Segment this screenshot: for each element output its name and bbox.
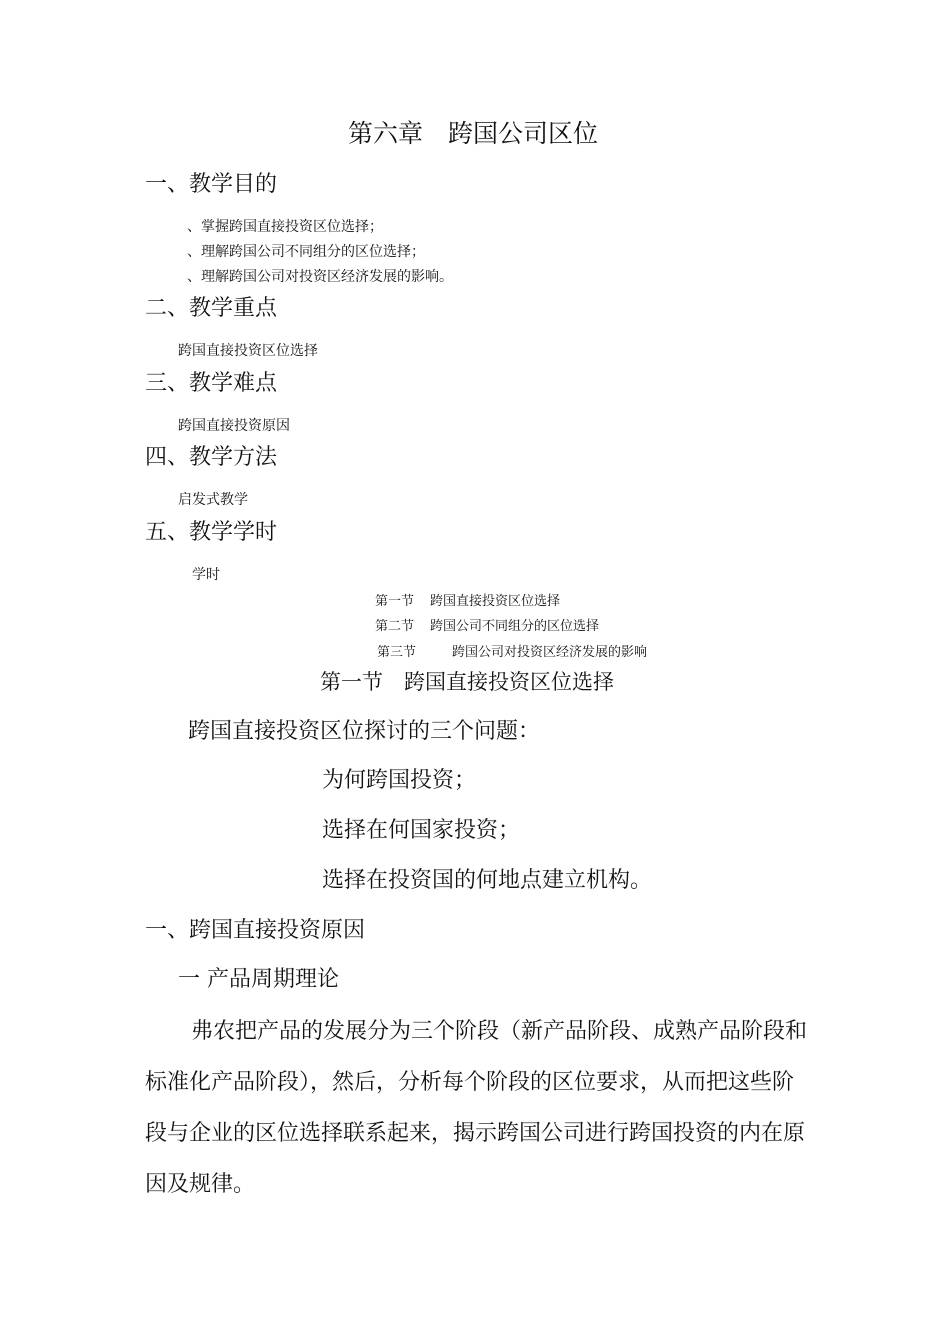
toc-title: 跨国直接投资区位选择 — [430, 594, 561, 609]
toc-item-1 — [375, 595, 560, 608]
heading-difficulties: 三、教学难点 — [145, 371, 278, 396]
heading-teaching-goals: 一、教学目的 — [145, 172, 278, 197]
goal-item-3: 、理解跨国公司对投资区经济发展的影响。 — [187, 269, 453, 285]
subsection-heading: 一、跨国直接投资原因 — [145, 918, 366, 943]
toc-title: 跨国公司对投资区经济发展的影响 — [452, 645, 648, 660]
question-3: 选择在投资国的何地点建立机构。 — [322, 868, 653, 893]
toc-label: 第一节 — [375, 594, 415, 609]
page-title: 第六章 跨国公司区位 — [348, 119, 599, 148]
goal-item-2: 、理解跨国公司不同组分的区位选择； — [187, 244, 425, 260]
goal-item-1: 、掌握跨国直接投资区位选择； — [187, 219, 383, 235]
question-1: 为何跨国投资； — [322, 768, 477, 793]
intro-text: 跨国直接投资区位探讨的三个问题： — [188, 719, 541, 744]
heading-key-points: 二、教学重点 — [145, 296, 278, 321]
theory-paragraph: 弗农把产品的发展分为三个阶段（新产品阶段、成熟产品阶段和标准化产品阶段），然后，分析每个阶段的区位要求，从而把这些阶段与企业的区位选择联系起来，揭示跨国公司进行跨国投资的内在原因及规律。 — [145, 1019, 808, 1197]
section-heading: 第一节 跨国直接投资区位选择 — [320, 670, 614, 694]
methods-text: 启发式教学 — [178, 492, 248, 508]
toc-item-2 — [375, 620, 599, 633]
toc-label: 第二节 — [375, 619, 415, 634]
key-points-text: 跨国直接投资区位选择 — [178, 343, 318, 359]
heading-methods: 四、教学方法 — [145, 445, 278, 470]
heading-hours: 五、教学学时 — [145, 520, 278, 545]
toc-title: 跨国公司不同组分的区位选择 — [430, 619, 600, 634]
theory-heading: 一 产品周期理论 — [178, 967, 339, 992]
toc-item-3 — [377, 646, 647, 659]
difficulties-text: 跨国直接投资原因 — [178, 418, 290, 434]
toc-label: 第三节 — [377, 645, 417, 660]
hours-text: 学时 — [192, 567, 220, 583]
question-2: 选择在何国家投资； — [322, 818, 521, 843]
